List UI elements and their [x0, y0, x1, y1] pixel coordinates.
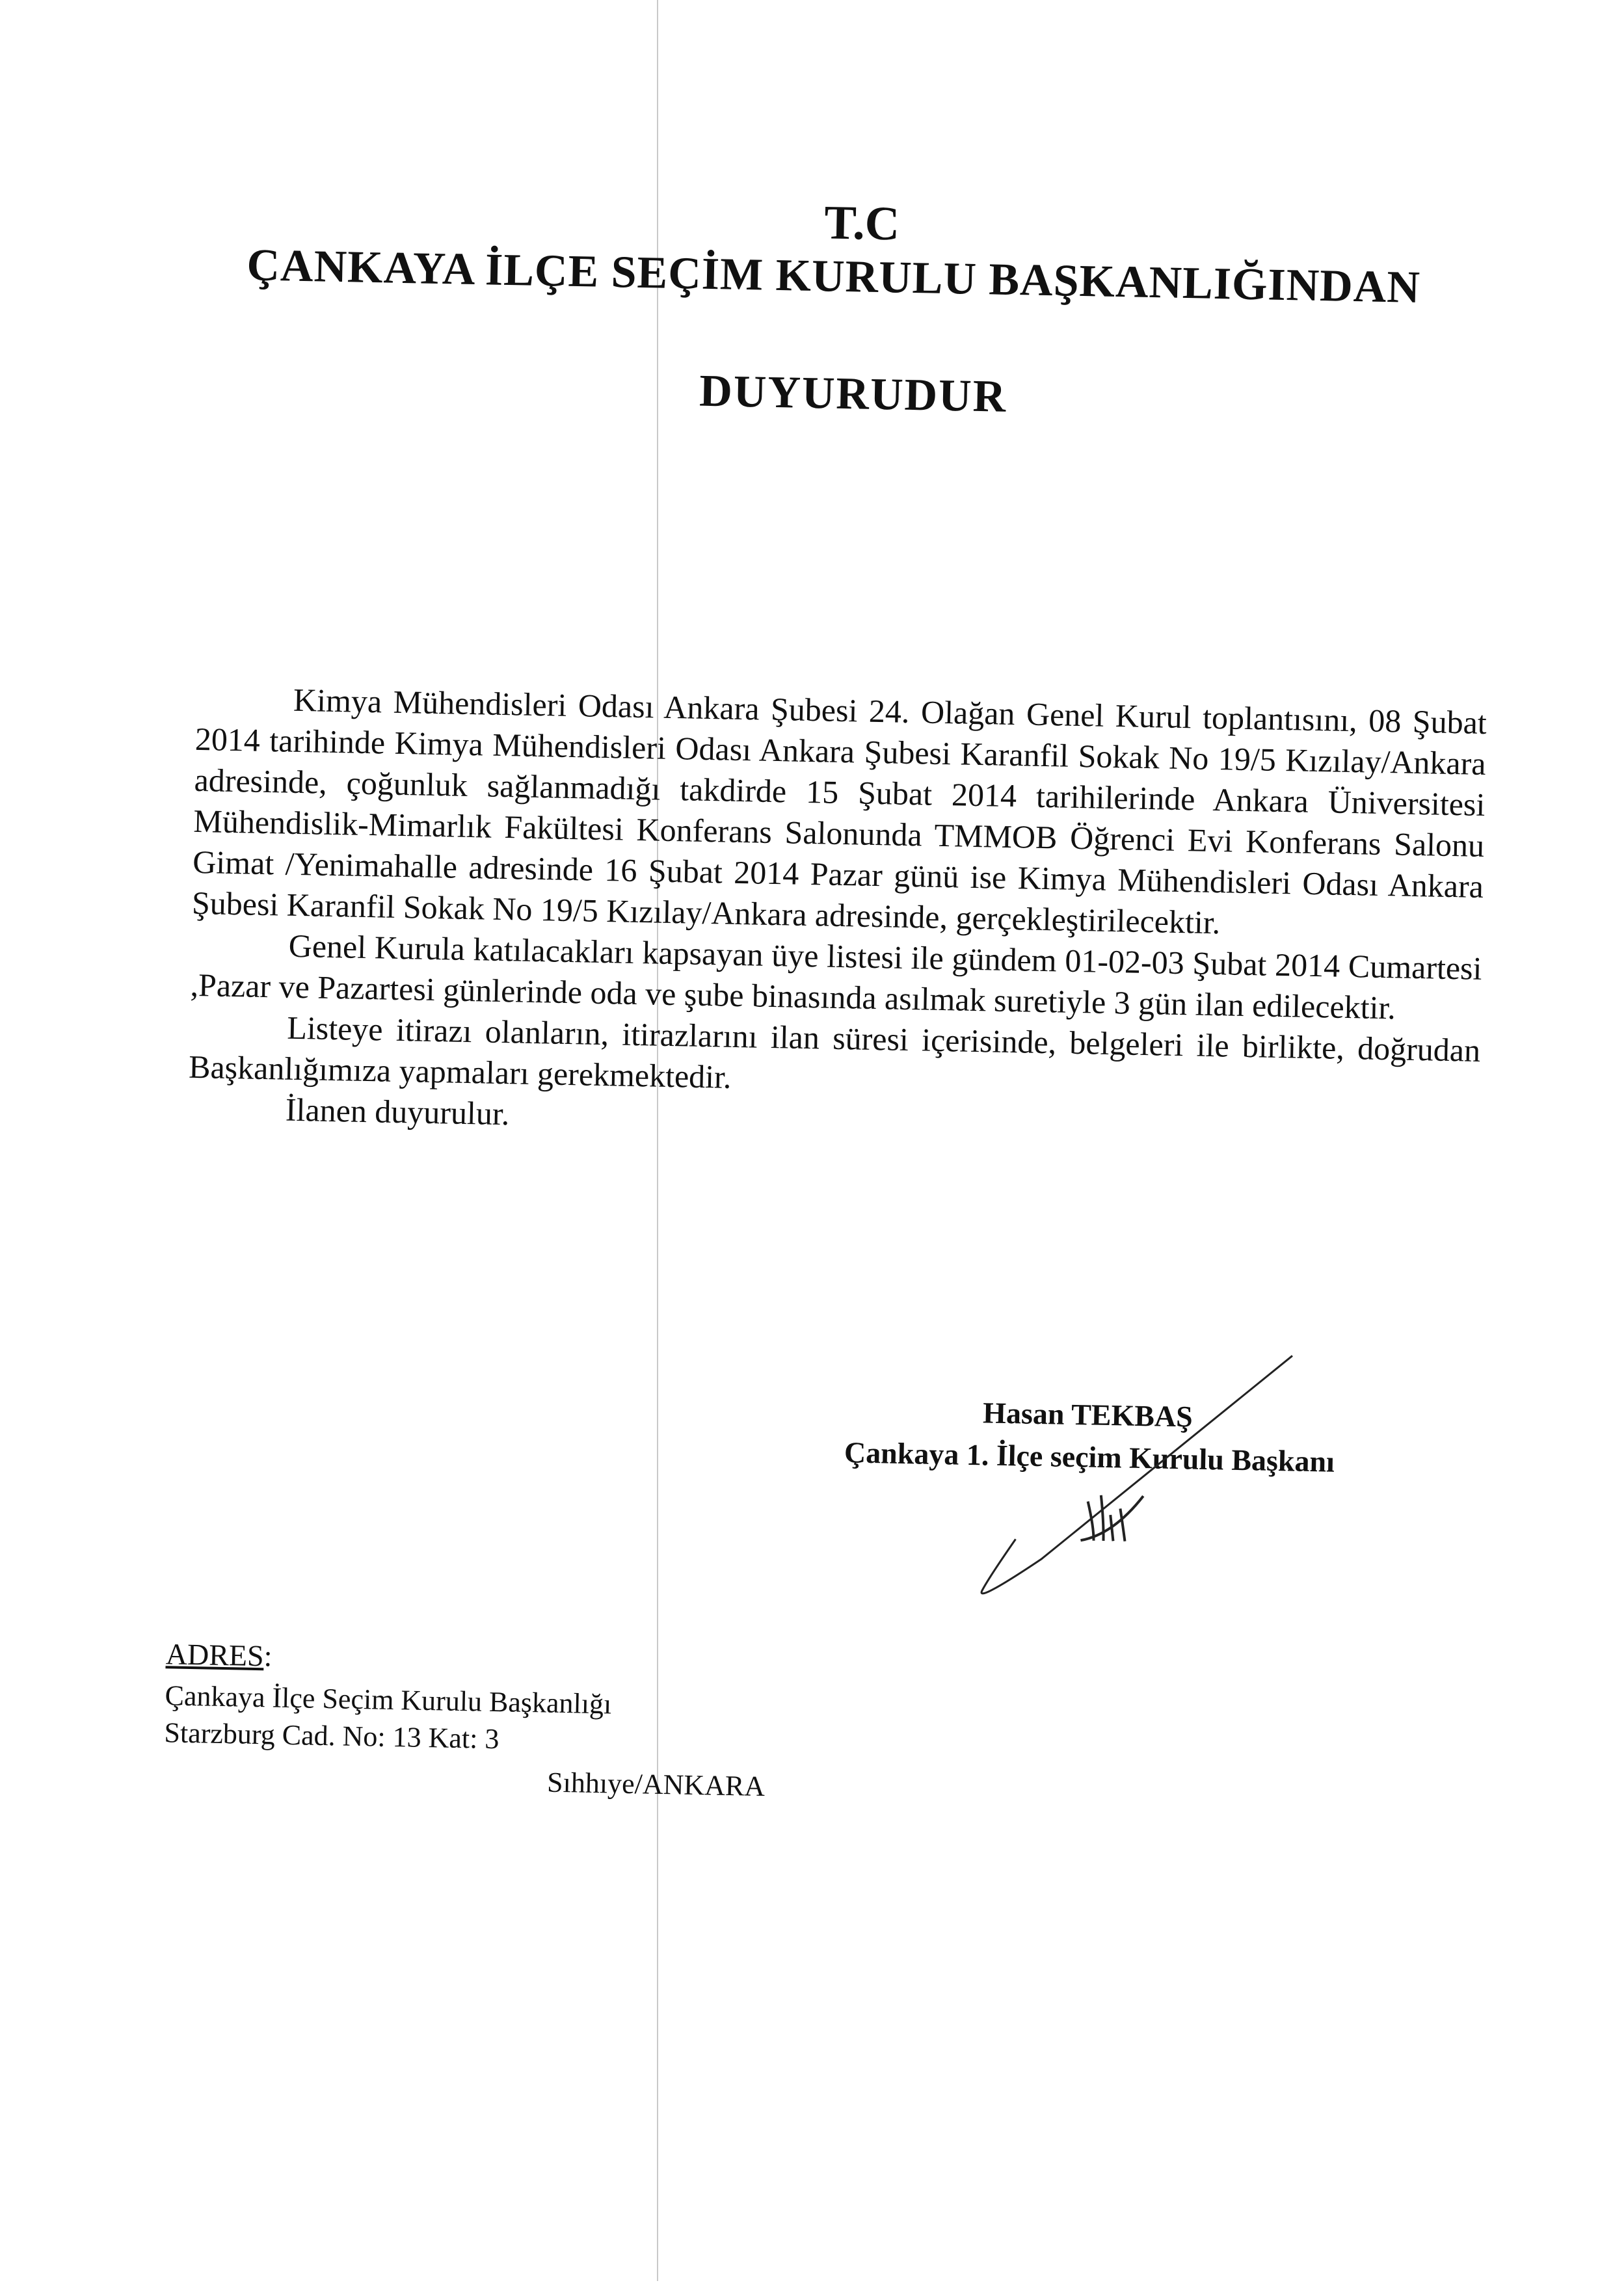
document-subtitle: DUYURUDUR: [699, 366, 1007, 422]
signatory-title: Çankaya 1. İlçe seçim Kurulu Başkanı: [844, 1435, 1335, 1478]
address-line: Sıhhıye/ANKARA: [546, 1766, 766, 1803]
handwritten-signature: [962, 1343, 1312, 1623]
address-line: Çankaya İlçe Seçim Kurulu Başkanlığı: [165, 1679, 612, 1720]
address-line: Starzburg Cad. No: 13 Kat: 3: [164, 1716, 500, 1755]
paragraph: Kimya Mühendisleri Odası Ankara Şubesi 24. Olağan Genel Kurul toplantısını, 08 Şubat 2014 tarihinde Kimya Mühendisleri Odası Ankara Şubesi Karanfil Sokak No 19/5 Kızılay/Ankara adresinde, çoğunluk sağlanmadığı takdirde 15 Şubat 2014 tarihilerinde Ankara Üniversitesi Mühendislik-Mimarlık Fakültesi Konferans Salonunda TMMOB Öğrenci Evi Konferans Salonu Gimat /Yenimahalle adresinde 16 Şubat 2014 Pazar günü ise Kimya Mühendisleri Odası Ankara Şubesi Karanfil Sokak No 19/5 Kızılay/Ankara adresinde, gerçekleştirilecektir.: [191, 681, 1487, 941]
announcement-body: [187, 678, 1487, 1153]
paragraph: Listeye itirazı olanların, itirazlarını ilan süresi içerisinde, belgeleri ile birlikte, doğrudan Başkanlığımıza yapmaları gerekmektedir.: [188, 1009, 1481, 1095]
paragraph: İlanen duyurulur.: [285, 1091, 510, 1132]
address-label: ADRES:: [165, 1637, 273, 1673]
signatory-name: Hasan TEKBAŞ: [982, 1396, 1193, 1434]
document-title: ÇANKAYA İLÇE SEÇİM KURULU BAŞKANLIĞINDAN: [246, 240, 1421, 313]
header-tc: T.C: [823, 196, 900, 251]
paragraph: Genel Kurula katılacakları kapsayan üye listesi ile gündem 01-02-03 Şubat 2014 Cumartesi ,Pazar ve Pazartesi günlerinde oda ve şube binasında asılmak suretiyle 3 gün ilan edilecektir.: [190, 927, 1483, 1026]
